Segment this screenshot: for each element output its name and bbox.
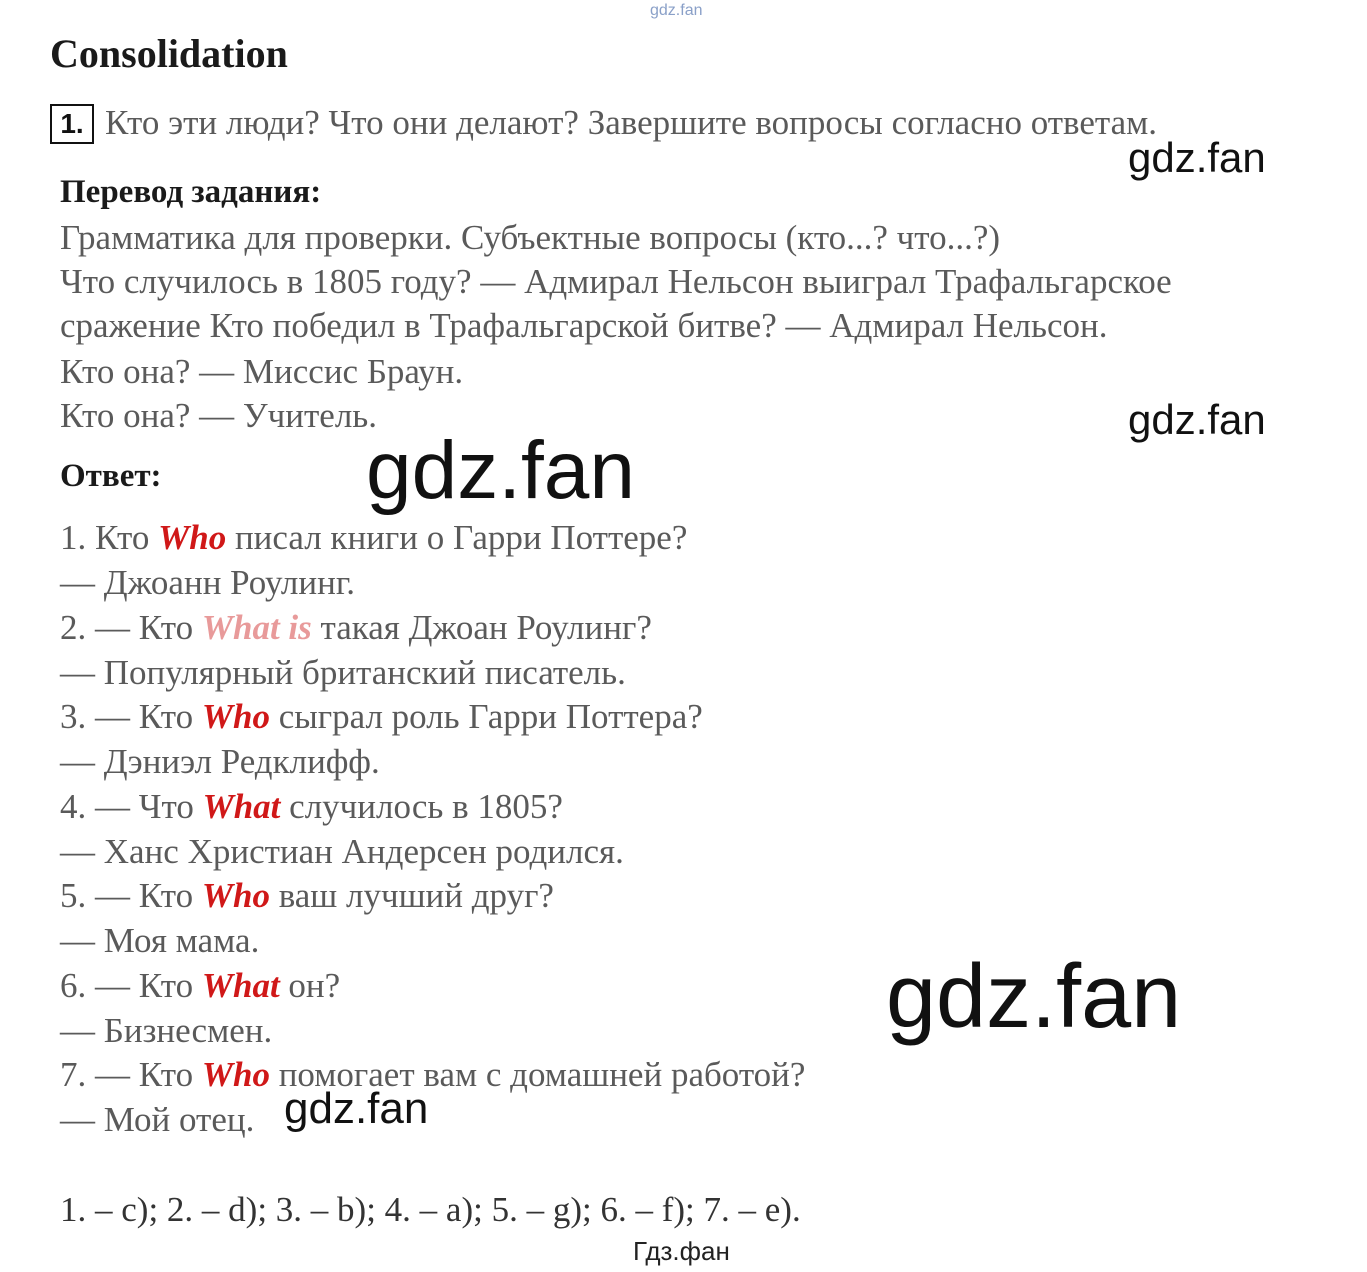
translation-line: Кто она? — Миссис Браун. [60,352,464,391]
footer-watermark: Гдз.фан [633,1236,730,1266]
answer-line-1: 1. Кто Who писал книги о Гарри Поттере? [60,518,688,557]
answer-line-6: 6. — Кто What он? [60,966,341,1005]
page-title: Consolidation [50,31,288,76]
answer-keyword: What is [201,608,312,647]
translation-line: сражение Кто победил в Трафальгарской битве? — Адмирал Нельсон. [60,306,1108,345]
answer-line-7-reply: — Мой отец. [60,1100,255,1139]
watermark-5: gdz.fan [284,1084,429,1133]
answer-keyword: Who [201,697,270,736]
watermark-2: gdz.fan [1128,396,1266,443]
answer-line-1-reply: — Джоанн Роулинг. [60,563,355,602]
answer-keyword: What [201,966,280,1005]
answer-keyword: Who [201,876,270,915]
watermark-4: gdz.fan [886,947,1182,1047]
answer-line-5: 5. — Кто Who ваш лучший друг? [60,876,554,915]
answer-line-5-reply: — Моя мама. [60,921,260,960]
answer-line-4: 4. — Что What случилось в 1805? [60,787,563,826]
top-watermark: gdz.fan [650,2,703,19]
watermark-3: gdz.fan [366,425,635,516]
translation-line: Кто она? — Учитель. [60,396,378,435]
answer-keyword: Who [201,1055,270,1094]
watermark-1: gdz.fan [1128,134,1266,181]
translation-line: Что случилось в 1805 году? — Адмирал Нельсон выиграл Трафальгарское [60,262,1172,301]
answer-line-3: 3. — Кто Who сыграл роль Гарри Поттера? [60,697,703,736]
answer-line-6-reply: — Бизнесмен. [60,1011,273,1050]
answer-line-2: 2. — Кто What is такая Джоан Роулинг? [60,608,652,647]
task-text: Кто эти люди? Что они делают? Завершите вопросы согласно ответам. [105,103,1158,142]
answer-keyword: Who [158,518,227,557]
translation-heading: Перевод задания: [60,174,322,210]
answer-line-3-reply: — Дэниэл Редклифф. [60,742,380,781]
answer-line-2-reply: — Популярный британский писатель. [60,653,626,692]
matching-answers: 1. – c); 2. – d); 3. – b); 4. – a); 5. – g); 6. – f); 7. – e). [60,1190,801,1229]
answer-line-4-reply: — Ханс Христиан Андерсен родился. [60,832,624,871]
answer-line-7: 7. — Кто Who помогает вам с домашней работой? [60,1055,806,1094]
answer-keyword: What [202,787,281,826]
answer-heading: Ответ: [60,458,162,494]
task-number-box: 1. [50,104,94,144]
translation-line: Грамматика для проверки. Субъектные вопросы (кто...? что...?) [60,218,1001,257]
